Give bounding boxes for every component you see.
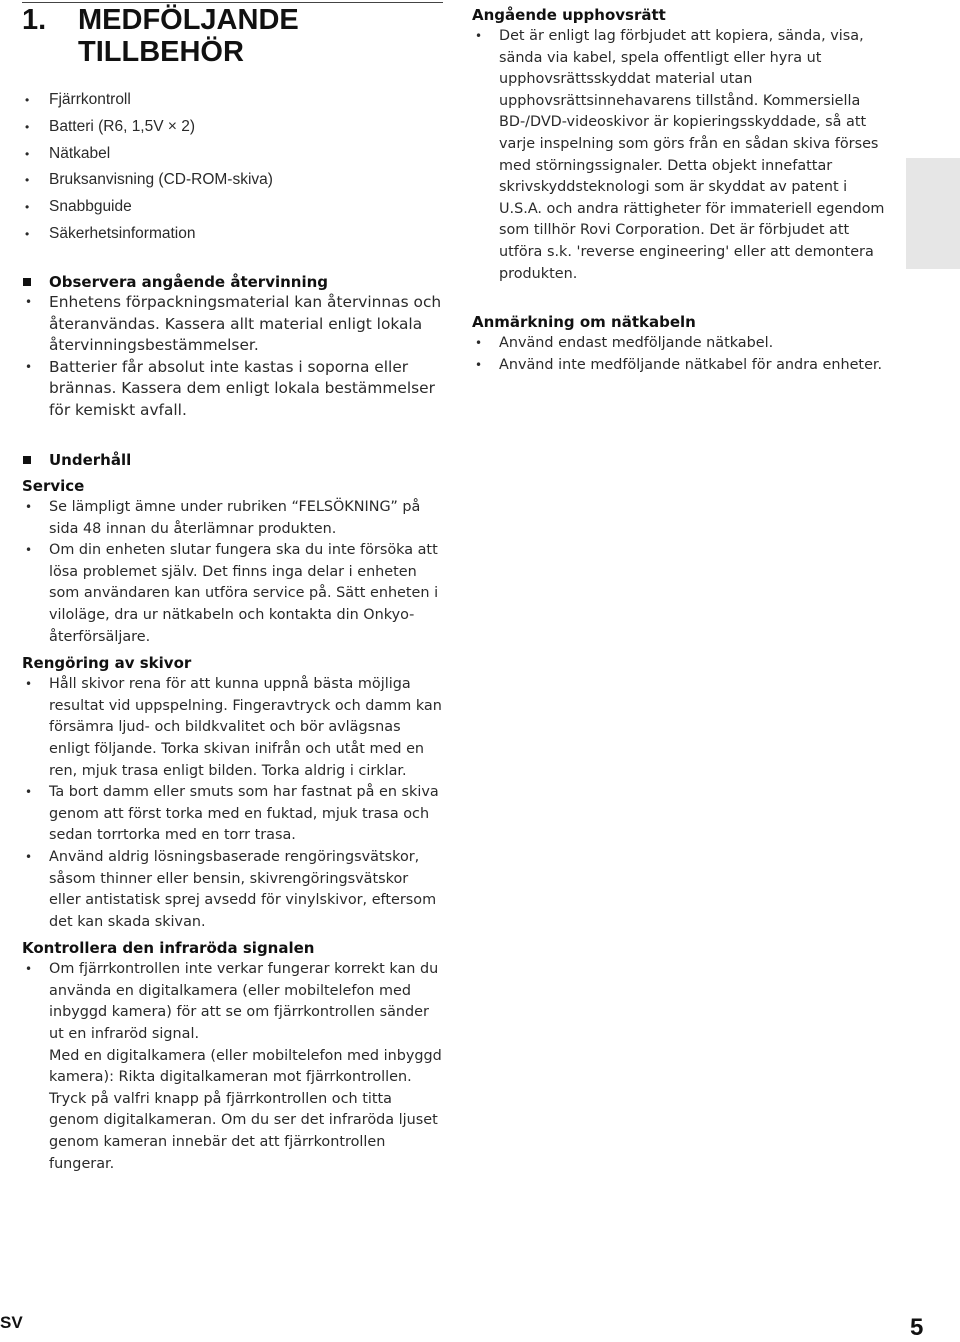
list-item: • Bruksanvisning (CD-ROM-skiva) — [22, 167, 447, 194]
top-rule — [22, 2, 443, 3]
copyright-heading: Angående upphovsrätt — [472, 6, 666, 24]
list-item: • Håll skivor rena för att kunna uppnå bästa möjliga resultat vid uppspelning. Fingeravtryck och damm kan försämra ljud- och bildkvalitet och bör avlägsnas enligt följande. Torka skivan inifrån och utåt med en ren, mjuk trasa enligt bilden. Torka aldrig i cirklar. — [22, 674, 442, 782]
recycling-list — [22, 292, 442, 421]
infrared-heading: Kontrollera den infraröda signalen — [22, 939, 315, 958]
service-list — [22, 497, 442, 648]
copyright-block — [472, 5, 892, 285]
list-item: • Fjärrkontroll — [22, 87, 447, 114]
list-item: • Använd endast medföljande nätkabel. — [472, 333, 892, 355]
list-item — [22, 959, 442, 1175]
square-bullet-icon — [23, 278, 31, 286]
recycling-block — [22, 272, 442, 421]
accessories-block — [22, 87, 447, 248]
list-item: • Ta bort damm eller smuts som har fastnat på en skiva genom att först torka med en fuktad, mjuk trasa och sedan torrtorka med en torr trasa. — [22, 782, 442, 847]
square-bullet-icon — [23, 456, 31, 464]
list-item: • Snabbguide — [22, 194, 447, 221]
section-title-line2: TILLBEHÖR — [78, 36, 244, 68]
list-item: • Det är enligt lag förbjudet att kopiera, sända, visa, sända via kabel, spela offentligt eller hyra ut upphovsrättsskyddat material utan upphovsrättsinnehavarens tillstånd. Kommersiella BD-/DVD-videoskivor är kopieringsskyddade, så att varje inspelning som görs från en sådan skiva förses med störningssignaler. Detta objekt innefattar skrivskyddsteknologi som är skyddat av patent i U.S.A. och andra rättigheter för immateriell egendom som tillhör Rovi Corporation. Det är förbjudet att utföra s.k. 'reverse engineering' eller att demontera produkten. — [472, 26, 892, 285]
section-title — [22, 4, 442, 68]
power-cable-block — [472, 312, 892, 376]
recycling-heading-text: Observera angående återvinning — [49, 273, 329, 291]
maintenance-heading-text: Underhåll — [49, 451, 132, 469]
power-cable-list — [472, 333, 892, 376]
maintenance-heading — [22, 450, 442, 470]
list-item: • Om din enheten slutar fungera ska du inte försöka att lösa problemet själv. Det finns inga delar i enheten som användaren kan utföra service på. Sätt enheten i viloläge, dra ur nätkabeln och kontakta din Onkyo-återförsäljare. — [22, 540, 442, 648]
cleaning-list — [22, 674, 442, 933]
list-item: • Använd aldrig lösningsbaserade rengöringsvätskor, såsom thinner eller bensin, skivrengöringsvätskor eller antistatisk sprej avsedd för vinylskivor, eftersom det kan skada skivan. — [22, 847, 442, 933]
maintenance-block — [22, 450, 442, 1175]
section-number: 1. — [22, 4, 47, 36]
infrared-intro: • Om fjärrkontrollen inte verkar fungerar korrekt kan du använda en digitalkamera (eller mobiltelefon med inbyggd kamera) för att se om fjärrkontrollen sänder ut en infraröd signal. — [49, 961, 439, 1043]
page-number: 5 — [910, 1314, 924, 1341]
list-item: • Batterier får absolut inte kastas i soporna eller brännas. Kassera dem enligt lokala bestämmelser för kemiskt avfall. — [22, 357, 442, 422]
infrared-list — [22, 959, 442, 1175]
recycling-heading — [22, 272, 442, 292]
infrared-detail: Med en digitalkamera (eller mobiltelefon med inbyggd kamera): Rikta digitalkameran mot fjärrkontrollen. Tryck på valfri knapp på fjärrkontrollen och titta genom digitalkameran. Om du ser det infraröda ljuset genom kameran innebär det att fjärrkontrollen fungerar. — [49, 1047, 442, 1172]
service-heading: Service — [22, 477, 85, 495]
list-item: • Se lämpligt ämne under rubriken “FELSÖKNING” på sida 48 innan du återlämnar produkten. — [22, 497, 442, 540]
side-tab-marker — [906, 158, 960, 269]
list-item: • Nätkabel — [22, 141, 447, 168]
copyright-list — [472, 26, 892, 285]
list-item: • Batteri (R6, 1,5V × 2) — [22, 114, 447, 141]
list-item: • Säkerhetsinformation — [22, 221, 447, 248]
cleaning-heading: Rengöring av skivor — [22, 654, 192, 673]
accessories-list — [22, 87, 447, 248]
list-item: • Använd inte medföljande nätkabel för andra enheter. — [472, 355, 892, 377]
language-label: SV — [0, 1313, 23, 1332]
list-item: • Enhetens förpackningsmaterial kan återvinnas och återanvändas. Kassera allt material enligt lokala återvinningsbestämmelser. — [22, 292, 442, 357]
power-cable-heading: Anmärkning om nätkabeln — [472, 313, 696, 331]
section-title-line1: MEDFÖLJANDE — [78, 4, 299, 36]
